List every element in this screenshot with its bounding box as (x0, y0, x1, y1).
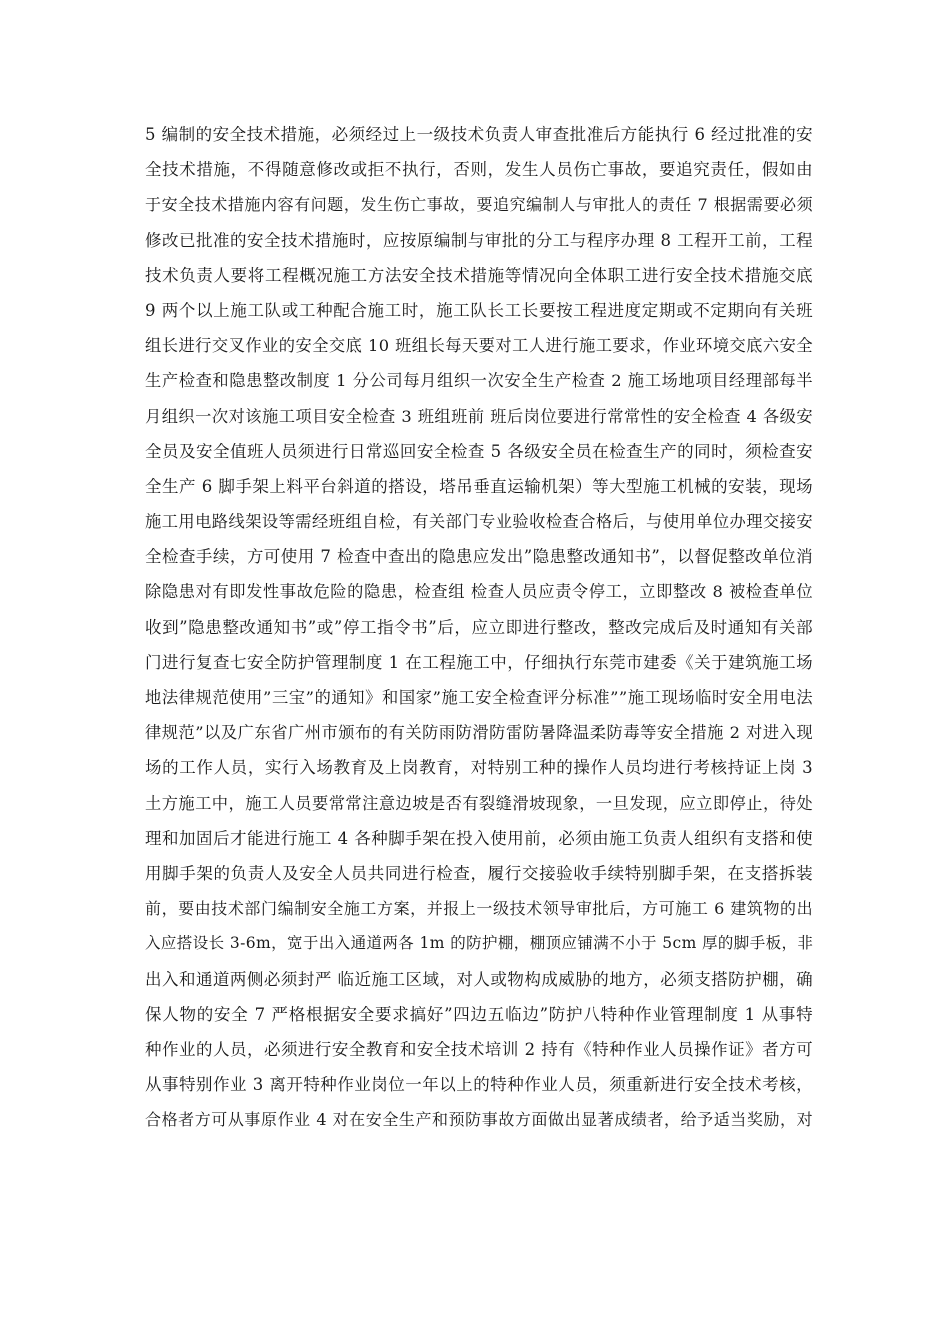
text-line: 土方施工中，施工人员要常常注意边坡是否有裂缝滑坡现象，一旦发现，应立即停止，待处 (145, 793, 813, 813)
text-line: 组长进行交叉作业的安全交底 10 班组长每天要对工人进行施工要求，作业环境交底六安全 (145, 336, 813, 356)
text-line: 于安全技术措施内容有问题，发生伤亡事故，要追究编制人与审批人的责任 7 根据需要必须 (145, 195, 813, 215)
body-text (145, 117, 813, 1137)
text-line: 施工用电路线架设等需经班组自检，有关部门专业验收检查合格后，与使用单位办理交接安 (145, 512, 813, 532)
text-line: 5 编制的安全技术措施，必须经过上一级技术负责人审查批准后方能执行 6 经过批准的安 (145, 125, 813, 144)
text-line: 出入和通道两侧必须封严 临近施工区域，对人或物构成威胁的地方，必须支搭防护棚，确 (145, 969, 813, 989)
text-line: 全技术措施，不得随意修改或拒不执行，否则，发生人员伤亡事故，要追究责任，假如由 (145, 160, 813, 180)
text-line: 除隐患对有即发性事故危险的隐患，检查组 检查人员应责令停工，立即整改 8 被检查单位 (145, 582, 813, 602)
text-line: 入应搭设长 3-6m，宽于出入通道两各 1m 的防护棚，棚顶应铺满不小于 5cm 厚的脚手板，非 (145, 934, 814, 953)
text-line: 月组织一次对该施工项目安全检查 3 班组班前 班后岗位要进行常常性的安全检查 4 各级安 (145, 406, 813, 426)
text-line: 种作业的人员，必须进行安全教育和安全技术培训 2 持有《特种作业人员操作证》者方可 (145, 1039, 813, 1059)
text-line: 用脚手架的负责人及安全人员共同进行检查，履行交接验收手续特别脚手架，在支搭拆装 (145, 863, 813, 883)
text-line: 收到”隐患整改通知书”或”停工指令书”后，应立即进行整改，整改完成后及时通知有关部 (145, 617, 813, 637)
text-line: 9 两个以上施工队或工种配合施工时，施工队长工长要按工程进度定期或不定期向有关班 (145, 300, 813, 320)
text-line: 生产检查和隐患整改制度 1 分公司每月组织一次安全生产检查 2 施工场地项目经理部每半 (145, 371, 813, 391)
text-line: 保人物的安全 7 严格根据安全要求搞好”四边五临边”防护八特种作业管理制度 1 从事特 (145, 1004, 813, 1024)
text-line: 修改已批准的安全技术措施时，应按原编制与审批的分工与程序办理 8 工程开工前，工程 (145, 230, 813, 250)
text-line: 合格者方可从事原作业 4 对在安全生产和预防事故方面做出显著成绩者，给予适当奖励，对 (145, 1110, 813, 1130)
text-line: 全检查手续，方可使用 7 检查中查出的隐患应发出”隐患整改通知书”，以督促整改单位消 (145, 547, 813, 567)
text-line: 律规范”以及广东省广州市颁布的有关防雨防滑防雷防暑降温柔防毒等安全措施 2 对进入现 (145, 723, 813, 743)
text-line: 全生产 6 脚手架上料平台斜道的搭设，塔吊垂直运输机架）等大型施工机械的安装，现场 (145, 476, 813, 496)
text-line: 场的工作人员，实行入场教育及上岗教育，对特别工种的操作人员均进行考核持证上岗 3 (145, 758, 813, 778)
text-line: 从事特别作业 3 离开特种作业岗位一年以上的特种作业人员，须重新进行安全技术考核， (145, 1075, 813, 1095)
text-line: 理和加固后才能进行施工 4 各种脚手架在投入使用前，必须由施工负责人组织有支搭和使 (145, 828, 813, 848)
text-line: 技术负责人要将工程概况施工方法安全技术措施等情况向全体职工进行安全技术措施交底 (145, 265, 813, 285)
text-line: 前，要由技术部门编制安全施工方案，并报上一级技术领导审批后，方可施工 6 建筑物的出 (145, 899, 813, 919)
text-line: 地法律规范使用”三宝”的通知》和国家”施工安全检查评分标准””施工现场临时安全用电法 (145, 688, 813, 707)
text-line: 门进行复查七安全防护管理制度 1 在工程施工中，仔细执行东莞市建委《关于建筑施工场 (145, 652, 813, 672)
text-line: 全员及安全值班人员须进行日常巡回安全检查 5 各级安全员在检查生产的同时，须检查安 (145, 441, 813, 461)
